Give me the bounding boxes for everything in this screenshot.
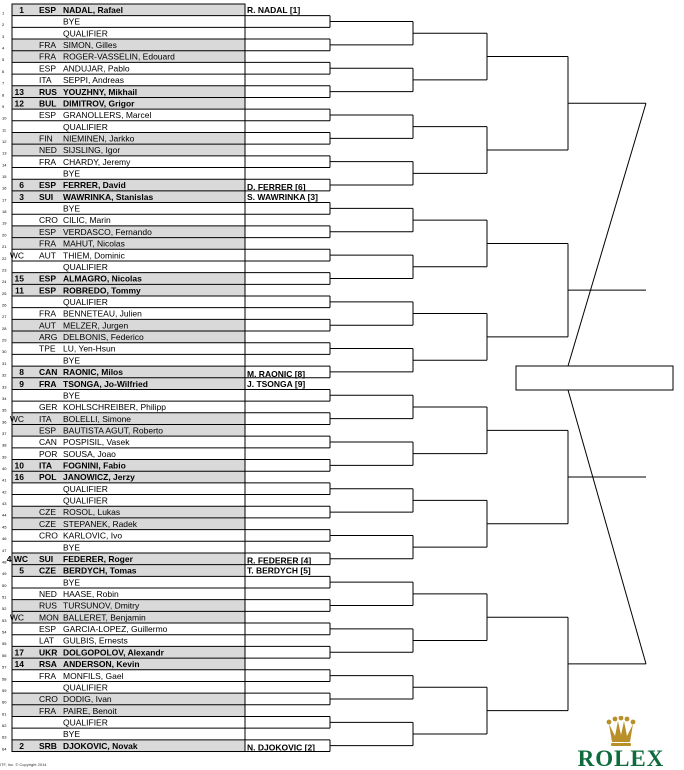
draw-line-number: 9 xyxy=(2,103,5,109)
country-code: POL xyxy=(39,472,57,483)
draw-line-number: 24 xyxy=(2,279,7,285)
player-name: POSPISIL, Vasek xyxy=(63,437,130,448)
draw-line-number: 42 xyxy=(2,489,7,495)
country-code: AUT xyxy=(39,250,56,261)
country-code: FRA xyxy=(39,40,56,51)
country-code: FRA xyxy=(39,308,56,319)
draw-line-number: 33 xyxy=(2,384,7,390)
draw-line-number: 21 xyxy=(2,244,7,250)
seed-label: WC xyxy=(9,250,24,261)
draw-line-number: 32 xyxy=(2,372,7,378)
player-name: DELBONIS, Federico xyxy=(63,332,144,343)
country-code: ESP xyxy=(39,285,57,296)
seed-label: 8 xyxy=(19,367,24,378)
player-name: ROGER-VASSELIN, Edouard xyxy=(63,51,175,62)
draw-line-number: 31 xyxy=(2,360,7,366)
draw-line-number: 60 xyxy=(2,699,7,705)
draw-line-number: 18 xyxy=(2,209,7,215)
country-code: FRA xyxy=(39,378,57,389)
copyright-footer xyxy=(0,762,47,767)
section-seed-label: N. DJOKOVIC [2] xyxy=(247,742,316,753)
player-name: QUALIFIER xyxy=(63,121,108,132)
country-code: ESP xyxy=(39,226,57,237)
draw-line-number: 57 xyxy=(2,664,7,670)
player-name: DODIG, Ivan xyxy=(63,694,112,705)
player-name: ROSOL, Lukas xyxy=(63,507,121,518)
draw-line-number: 26 xyxy=(2,302,7,308)
draw-line-number: 50 xyxy=(2,582,7,588)
player-name: QUALIFIER xyxy=(63,261,108,272)
draw-line-number: 34 xyxy=(2,395,7,401)
country-code: ESP xyxy=(39,273,57,284)
country-code: CZE xyxy=(39,565,56,576)
section-seed-label: D. FERRER [6] xyxy=(247,181,306,192)
draw-line-number: 37 xyxy=(2,430,7,436)
draw-line-number: 47 xyxy=(2,547,7,553)
player-name: QUALIFIER xyxy=(63,297,108,307)
draw-line-number: 52 xyxy=(2,606,7,612)
player-name: QUALIFIER xyxy=(63,28,108,39)
draw-line-number: 17 xyxy=(2,197,7,203)
country-code: CZE xyxy=(39,507,56,518)
player-name: MAHUT, Nicolas xyxy=(63,238,125,249)
player-name: MELZER, Jurgen xyxy=(63,320,129,331)
country-code: FRA xyxy=(39,238,56,249)
seed-label: 12 xyxy=(14,98,24,109)
draw-line-number: 1 xyxy=(2,10,5,16)
country-code: TPE xyxy=(39,343,56,354)
country-code: MON xyxy=(39,612,59,623)
country-code: AUT xyxy=(39,320,56,331)
player-name: BYE xyxy=(63,355,81,366)
player-name: TURSUNOV, Dmitry xyxy=(63,600,140,611)
player-name: STEPANEK, Radek xyxy=(63,518,138,529)
player-name: VERDASCO, Fernando xyxy=(63,226,152,237)
seed-label: 16 xyxy=(14,472,24,483)
final-connector xyxy=(568,390,646,664)
draw-line-number: 41 xyxy=(2,477,7,483)
draw-line-number: 28 xyxy=(2,325,7,331)
country-code: SRB xyxy=(39,740,57,751)
seed-label: 13 xyxy=(14,86,24,97)
country-code: ESP xyxy=(39,624,57,635)
player-name: THIEM, Dominic xyxy=(63,250,125,261)
copyright-text: ITF, Inc. © Copyright 2014 xyxy=(0,762,47,767)
player-name: QUALIFIER xyxy=(63,495,108,506)
player-name: CHARDY, Jeremy xyxy=(63,156,131,167)
seed-label: WC xyxy=(9,612,24,623)
player-name: QUALIFIER xyxy=(63,483,108,494)
draw-line-number: 23 xyxy=(2,267,7,273)
player-name: BYE xyxy=(63,16,81,27)
player-name: BYE xyxy=(63,203,81,214)
draw-line-number: 59 xyxy=(2,687,7,693)
country-code: CRO xyxy=(39,694,58,705)
player-name: BOLELLI, Simone xyxy=(63,413,132,424)
country-code: LAT xyxy=(39,635,54,646)
draw-line-number: 11 xyxy=(2,127,7,133)
country-code: FRA xyxy=(39,705,56,716)
draw-line-number: 46 xyxy=(2,536,7,542)
draw-line-number: 27 xyxy=(2,314,7,320)
draw-line-number: 63 xyxy=(2,734,7,740)
player-name: SOUSA, Joao xyxy=(63,448,116,459)
country-code: ESP xyxy=(39,180,57,191)
draw-line-number: 49 xyxy=(2,571,7,577)
draw-line-number: 14 xyxy=(2,162,7,168)
draw-line-number: 64 xyxy=(2,746,7,752)
player-name: WAWRINKA, Stanislas xyxy=(63,191,154,202)
country-code: CAN xyxy=(39,367,58,378)
draw-line-number: 15 xyxy=(2,174,7,180)
player-name: DJOKOVIC, Novak xyxy=(63,740,138,751)
player-name: BENNETEAU, Julien xyxy=(63,308,142,319)
draw-line-number: 43 xyxy=(2,501,7,507)
country-code: ITA xyxy=(39,460,53,471)
draw-line-number: 13 xyxy=(2,150,7,156)
draw-line-number: 2 xyxy=(2,22,5,28)
player-name: ANDUJAR, Pablo xyxy=(63,63,130,74)
player-name: LU, Yen-Hsun xyxy=(63,343,116,354)
seed-label: 4 WC xyxy=(6,553,28,564)
draw-line-number: 54 xyxy=(2,629,7,635)
player-name: BYE xyxy=(63,729,81,740)
player-name: SIJSLING, Igor xyxy=(63,145,121,156)
player-name: ALMAGRO, Nicolas xyxy=(63,273,142,284)
player-name: ANDERSON, Kevin xyxy=(63,659,140,670)
player-name: DOLGOPOLOV, Alexandr xyxy=(63,647,164,658)
draw-line-number: 40 xyxy=(2,466,7,472)
country-code: NED xyxy=(39,589,57,599)
country-code: RUS xyxy=(39,600,57,611)
country-code: FIN xyxy=(39,133,53,144)
draw-line-number: 55 xyxy=(2,641,7,647)
country-code: FRA xyxy=(39,670,56,681)
country-code: ITA xyxy=(39,75,52,86)
player-name: TSONGA, Jo-Wilfried xyxy=(63,378,148,389)
section-seed-label: R. NADAL [1] xyxy=(247,5,301,15)
player-name: QUALIFIER xyxy=(63,682,108,693)
country-code: CAN xyxy=(39,437,57,448)
player-name: FOGNINI, Fabio xyxy=(63,460,126,471)
country-code: NED xyxy=(39,145,57,156)
seed-label: WC xyxy=(9,413,24,424)
player-name: KOHLSCHREIBER, Philipp xyxy=(63,402,166,413)
player-name: FEDERER, Roger xyxy=(63,553,133,564)
crown-icon xyxy=(568,716,674,748)
player-name: BALLERET, Benjamin xyxy=(63,612,146,623)
seed-label: 17 xyxy=(14,647,24,658)
player-name: FERRER, David xyxy=(63,180,126,191)
draw-line-number: 6 xyxy=(2,68,5,74)
seed-label: 11 xyxy=(15,285,24,296)
seed-label: 5 xyxy=(19,565,24,576)
draw-line-number: 16 xyxy=(2,185,7,191)
player-name: BYE xyxy=(63,390,81,401)
rolex-wordmark: ROLEX xyxy=(577,746,665,770)
section-seed-label: R. FEDERER [4] xyxy=(247,555,312,566)
country-code: BUL xyxy=(39,98,57,109)
country-code: RSA xyxy=(39,659,57,670)
seed-label: 3 xyxy=(19,191,24,202)
player-name: GARCIA-LOPEZ, Guillermo xyxy=(63,624,168,635)
player-name: PAIRE, Benoit xyxy=(63,705,117,716)
seed-label: 1 xyxy=(19,5,24,15)
seed-label: 6 xyxy=(19,180,24,191)
player-name: MONFILS, Gael xyxy=(63,670,124,681)
player-name: BYE xyxy=(63,168,81,179)
rolex-logo xyxy=(568,716,674,770)
draw-line-number: 4 xyxy=(2,45,5,51)
draw-line-number: 19 xyxy=(2,220,7,226)
seed-label: 9 xyxy=(19,378,24,389)
draw-line-number: 22 xyxy=(2,255,7,261)
draw-line-number: 3 xyxy=(2,33,5,39)
country-code: ESP xyxy=(39,425,57,436)
final-connector xyxy=(568,103,646,366)
draw-line-number: 8 xyxy=(2,92,5,98)
champion-box xyxy=(516,366,673,390)
country-code: SUI xyxy=(39,191,54,202)
player-name: YOUZHNY, Mikhail xyxy=(63,86,138,97)
draw-line-number: 48 xyxy=(2,559,7,565)
draw-line-number: 10 xyxy=(2,115,7,121)
country-code: ESP xyxy=(39,110,57,121)
draw-line-number: 58 xyxy=(2,676,7,682)
player-name: BAUTISTA AGUT, Roberto xyxy=(63,425,163,436)
draw-line-number: 7 xyxy=(2,80,5,86)
country-code: UKR xyxy=(39,647,58,658)
draw-line-number: 25 xyxy=(2,290,7,296)
section-seed-label: J. TSONGA [9] xyxy=(247,378,306,389)
country-code: GER xyxy=(39,402,58,413)
draw-line-number: 12 xyxy=(2,138,7,144)
country-code: ESP xyxy=(39,5,57,15)
player-name: ROBREDO, Tommy xyxy=(63,285,141,296)
player-name: RAONIC, Milos xyxy=(63,367,123,378)
country-code: ARG xyxy=(39,332,58,343)
player-name: GRANOLLERS, Marcel xyxy=(63,110,152,121)
section-seed-label: M. RAONIC [8] xyxy=(247,368,306,379)
player-name: NIEMINEN, Jarkko xyxy=(63,133,135,144)
player-name: SIMON, Gilles xyxy=(63,40,117,51)
player-name: BYE xyxy=(63,577,81,588)
seed-label: 10 xyxy=(14,460,24,471)
section-seed-label: S. WAWRINKA [3] xyxy=(247,191,318,202)
draw-line-number: 30 xyxy=(2,349,7,355)
country-code: CZE xyxy=(39,518,56,529)
player-name: BYE xyxy=(63,542,81,553)
country-code: RUS xyxy=(39,86,57,97)
draw-line-number: 53 xyxy=(2,617,7,623)
seed-label: 15 xyxy=(14,273,24,284)
player-name: SEPPI, Andreas xyxy=(63,75,124,86)
country-code: FRA xyxy=(39,51,56,62)
player-name: NADAL, Rafael xyxy=(63,5,123,15)
player-name: HAASE, Robin xyxy=(63,589,119,599)
draw-line-number: 20 xyxy=(2,232,7,238)
player-name: BERDYCH, Tomas xyxy=(63,565,137,576)
country-code: SUI xyxy=(39,553,54,564)
draw-line-number: 38 xyxy=(2,442,7,448)
draw-line-number: 36 xyxy=(2,419,7,425)
draw-line-number: 44 xyxy=(2,512,7,518)
draw-line-number: 29 xyxy=(2,337,7,343)
player-name: DIMITROV, Grigor xyxy=(63,98,135,109)
country-code: CRO xyxy=(39,215,58,226)
player-name: QUALIFIER xyxy=(63,717,108,728)
country-code: CRO xyxy=(39,530,58,541)
draw-line-number: 39 xyxy=(2,454,7,460)
country-code: FRA xyxy=(39,156,56,167)
player-name: JANOWICZ, Jerzy xyxy=(63,472,135,483)
section-seed-label: T. BERDYCH [5] xyxy=(247,565,311,576)
player-name: CILIC, Marin xyxy=(63,215,111,226)
seed-label: 2 xyxy=(19,740,24,751)
draw-line-number: 61 xyxy=(2,711,7,717)
draw-line-number: 35 xyxy=(2,407,7,413)
player-name: GULBIS, Ernests xyxy=(63,635,128,646)
country-code: ESP xyxy=(39,63,57,74)
draw-line-number: 51 xyxy=(2,594,7,600)
draw-line-number: 5 xyxy=(2,57,5,63)
draw-line-number: 62 xyxy=(2,722,7,728)
seed-label: 14 xyxy=(14,659,24,670)
draw-line-number: 45 xyxy=(2,524,7,530)
draw-line-number: 56 xyxy=(2,652,7,658)
player-name: KARLOVIC, Ivo xyxy=(63,530,123,541)
country-code: ITA xyxy=(39,413,52,424)
country-code: POR xyxy=(39,448,58,459)
